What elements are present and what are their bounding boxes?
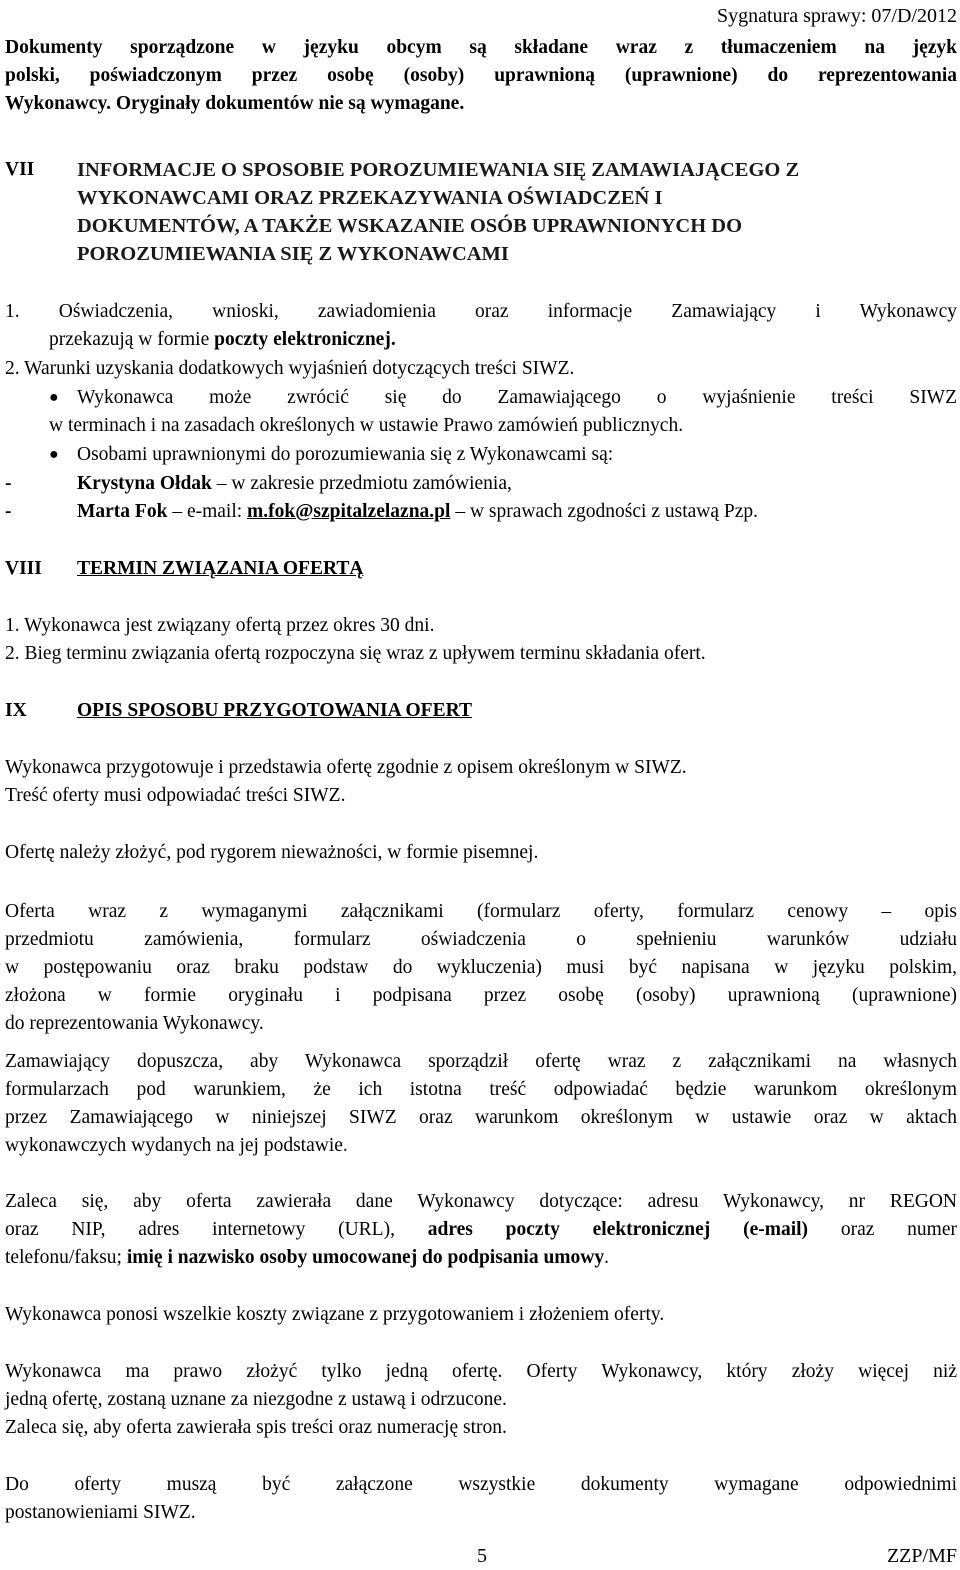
s9-para-e-line-2: oraz NIP, adres internetowy (URL), adres poczty elektronicznej (e-mail) oraz numer — [5, 1219, 957, 1240]
document-page: Sygnatura sprawy: 07/D/2012 Dokumenty sporządzone w języku obcym są składane wraz z tłumaczeniem na język polski, poświadczonym przez osobę (osoby) uprawnioną (uprawnione) do reprezentowania Wykonawcy. Oryginały dokumentów nie są wymagane. VII INFORMACJE O SPOSOBIE POROZUMIEWANIA SIĘ ZAMAWIAJĄCEGO Z WYKONAWCAMI ORAZ PRZEKAZYWANIA OŚWIADCZEŃ I DOKUMENTÓW, A TAKŻE WSKAZANIE OSÓB UPRAWNIONYCH DO POROZUMIEWANIA SIĘ Z WYKONAWCAMI 1. Oświadczenia, wnioski, zawiadomienia oraz informacje Zamawiający i Wykonawcy przekazują w formie poczty elektronicznej. 2. Warunki uzyskania dodatkowych wyjaśnień dotyczących treści SIWZ. ● Wykonawca może zwrócić się do Zamawiającego o wyjaśnienie treści SIWZ w terminach i na zasadach określonych w ustawie Prawo zamówień publicznych. ● Osobami uprawnionymi do porozumiewania się z Wykonawcami są: - Krystyna Ołdak – w zakresie przedmiotu zamówienia, - Marta Fok – e-mail: m.fok@szpitalzelazna.pl – w sprawach zgodności z ustawą Pzp. VIII TERMIN ZWIĄZANIA OFERTĄ 1. Wykonawca jest związany ofertą przez okres 30 dni. 2. Bieg terminu związania ofertą rozpoczyna się wraz z upływem terminu składania ofert. IX OPIS SPOSOBU PRZYGOTOWANIA OFERT Wykonawca przygotowuje i przedstawia ofertę zgodnie z opisem określonym w SIWZ. Treść oferty musi odpowiadać treści SIWZ. Ofertę należy złożyć, pod rygorem nieważności, w formie pisemnej. Oferta wraz z wymaganymi załącznikami (formularz oferty, formularz cenowy – opis przedmiotu zamówienia, formularz oświadczenia o spełnieniu warunków udziału w postępowaniu oraz braku podstaw do wykluczenia) musi być napisana w języku polskim, złożona w formie oryginału i podpisana przez osobę (osoby) uprawnioną (uprawnione) do reprezentowania Wykonawcy. Zamawiający dopuszcza, aby Wykonawca sporządził ofertę wraz z załącznikami na własnych formularzach pod warunkiem, że ich istotna treść odpowiadać będzie warunkom określonym przez Zamawiającego w niniejszej SIWZ oraz warunkom określonym w ustawie oraz w aktach wykonawczych wydanych na jej podstawie. Zaleca się, aby oferta zawierała dane Wykonawcy dotyczące: adresu Wykonawcy, nr REGON oraz NIP, adres internetowy (URL), adres poczty elektronicznej (e-mail) oraz numer telefonu/faksu; imię i nazwisko osoby umocowanej do podpisania umowy. Wykonawca ponosi wszelkie koszty związane z przygotowaniem i złożeniem oferty. Wykonawca ma prawo złożyć tylko jedną ofertę. Oferty Wykonawcy, który złoży więcej niż jedną ofertę, zostaną uznane za niezgodne z ustawą i odrzucone. Zaleca się, aby oferta zawierała spis treści oraz numerację stron. Do oferty muszą być załączone wszystkie dokumenty wymagane odpowiednimi postanowieniami SIWZ. 5 ZZP/MF — [5, 0, 957, 1567]
s9-para-c-line-4: złożona w formie oryginału i podpisana przez osobę (osoby) uprawnioną (uprawnione) — [5, 985, 957, 1006]
page-number: 5 — [477, 1545, 487, 1567]
section-7-title-line-2: WYKONAWCAMI ORAZ PRZEKAZYWANIA OŚWIADCZEŃ I — [77, 187, 663, 209]
s9-para-h-line-2: postanowieniami SIWZ. — [5, 1502, 196, 1523]
s9-para-c-line-1: Oferta wraz z wymaganymi załącznikami (formularz oferty, formularz cenowy – opis — [5, 901, 957, 922]
s9-para-b: Ofertę należy złożyć, pod rygorem nieważności, w formie pisemnej. — [5, 842, 539, 863]
intro-line-1: Dokumenty sporządzone w języku obcym są składane wraz z tłumaczeniem na język — [5, 37, 957, 58]
s9-para-d-line-2: formularzach pod warunkiem, że ich istotna treść odpowiadać będzie warunkom określonym — [5, 1079, 957, 1100]
footer-code: ZZP/MF — [886, 1545, 957, 1567]
section-7-title-line-1: INFORMACJE O SPOSOBIE POROZUMIEWANIA SIĘ ZAMAWIAJĄCEGO Z — [77, 159, 800, 181]
s9-para-a-line-1: Wykonawca przygotowuje i przedstawia ofertę zgodnie z opisem określonym w SIWZ. — [5, 757, 687, 778]
s9-para-a-line-2: Treść oferty musi odpowiadać treści SIWZ. — [5, 785, 346, 806]
s9-para-e-line-1: Zaleca się, aby oferta zawierała dane Wykonawcy dotyczące: adresu Wykonawcy, nr REGON — [5, 1191, 957, 1212]
case-signature: Sygnatura sprawy: 07/D/2012 — [717, 5, 957, 27]
s9-para-g-line-1: Wykonawca ma prawo złożyć tylko jedną ofertę. Oferty Wykonawcy, który złoży więcej niż — [5, 1361, 957, 1382]
s9-para-h-line-1: Do oferty muszą być załączone wszystkie dokumenty wymagane odpowiednimi — [5, 1474, 957, 1495]
contact-name: Krystyna Ołdak — [77, 473, 212, 494]
s9-para-c-line-5: do reprezentowania Wykonawcy. — [5, 1013, 264, 1034]
bullet-icon: ● — [49, 446, 59, 463]
contact-name: Marta Fok — [77, 501, 168, 522]
s9-para-c-line-2: przedmiotu zamówienia, formularz oświadczenia o spełnieniu warunków udziału — [5, 929, 957, 950]
bullet-icon: ● — [49, 389, 59, 406]
s9-para-g-line-2: jedną ofertę, zostaną uznane za niezgodne z ustawą i odrzucone. — [5, 1389, 507, 1410]
section-7-title-line-3: DOKUMENTÓW, A TAKŻE WSKAZANIE OSÓB UPRAWNIONYCH DO — [77, 215, 743, 237]
email-link[interactable]: m.fok@szpitalzelazna.pl — [247, 501, 451, 522]
s7-point-2: 2. Warunki uzyskania dodatkowych wyjaśnień dotyczących treści SIWZ. — [5, 358, 575, 379]
section-8-title: TERMIN ZWIĄZANIA OFERTĄ — [77, 558, 364, 579]
s7-point-1-line-1: 1. Oświadczenia, wnioski, zawiadomienia oraz informacje Zamawiający i Wykonawcy — [5, 301, 957, 322]
email-address-emphasis: adres poczty elektronicznej (e-mail) — [427, 1219, 809, 1240]
s8-point-2: 2. Bieg terminu związania ofertą rozpoczyna się wraz z upływem terminu składania ofert. — [5, 643, 706, 664]
s8-point-1: 1. Wykonawca jest związany ofertą przez okres 30 dni. — [5, 615, 435, 636]
intro-line-3: Wykonawcy. Oryginały dokumentów nie są wymagane. — [5, 93, 465, 114]
section-9-title: OPIS SPOSOBU PRZYGOTOWANIA OFERT — [77, 700, 472, 721]
section-7-title — [77, 156, 957, 268]
section-9-number: IX — [5, 700, 27, 721]
email-form-emphasis: poczty elektronicznej. — [214, 329, 396, 350]
s9-para-d-line-4: wykonawczych wydanych na jej podstawie. — [5, 1135, 348, 1156]
section-7-title-line-4: POROZUMIEWANIA SIĘ Z WYKONAWCAMI — [77, 243, 509, 265]
section-7-number: VII — [5, 159, 35, 180]
s9-para-c-line-3: w postępowaniu oraz braku podstaw do wykluczenia) musi być napisana w języku polskim, — [5, 957, 957, 978]
s9-para-d-line-3: przez Zamawiającego w niniejszej SIWZ oraz warunkom określonym w ustawie oraz w aktach — [5, 1107, 957, 1128]
s7-bullet-1-line-2: w terminach i na zasadach określonych w ustawie Prawo zamówień publicznych. — [49, 415, 684, 436]
intro-line-2: polski, poświadczonym przez osobę (osoby) uprawnioną (uprawnione) do reprezentowania — [5, 65, 957, 86]
s7-point-1-line-2: przekazują w formie poczty elektronicznej. — [49, 329, 396, 350]
s9-para-e-line-3: telefonu/faksu; imię i nazwisko osoby umocowanej do podpisania umowy. — [5, 1247, 610, 1268]
s9-para-f: Wykonawca ponosi wszelkie koszty związane z przygotowaniem i złożeniem oferty. — [5, 1304, 665, 1325]
signatory-emphasis: imię i nazwisko osoby umocowanej do podpisania umowy — [126, 1247, 605, 1268]
s9-para-g-line-3: Zaleca się, aby oferta zawierała spis treści oraz numerację stron. — [5, 1417, 507, 1438]
section-8-number: VIII — [5, 558, 42, 579]
s9-para-d-line-1: Zamawiający dopuszcza, aby Wykonawca sporządził ofertę wraz z załącznikami na własnych — [5, 1051, 957, 1072]
